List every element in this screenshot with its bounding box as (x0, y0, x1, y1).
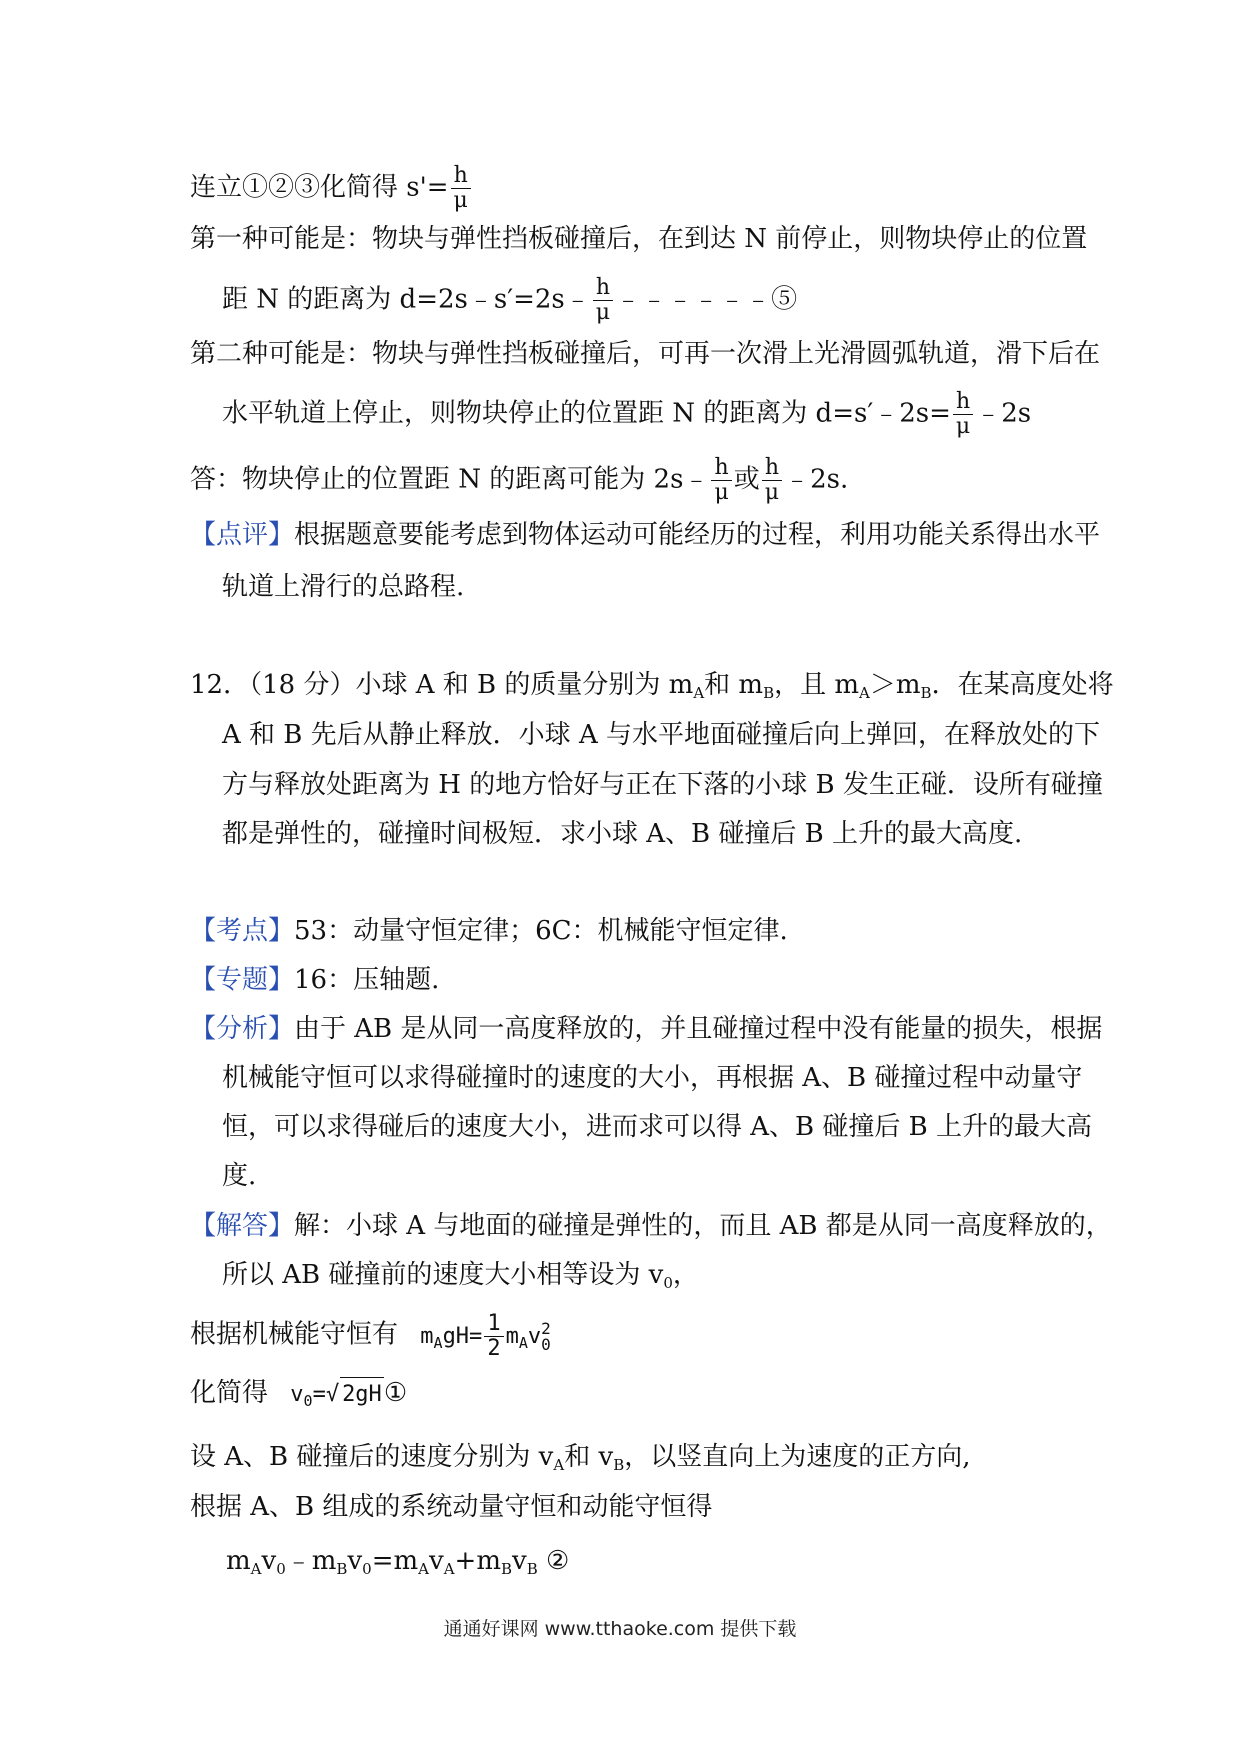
answer-text: 答：物块停止的位置距 N 的距离可能为 2s﹣ (190, 464, 710, 495)
subscript: A (443, 1560, 455, 1578)
subscript: B (336, 1560, 348, 1578)
set-text: 和 v (564, 1442, 614, 1472)
fenxi-line-1 (190, 1012, 1102, 1046)
subscript: 0 (303, 1392, 313, 1410)
fenxi-text: 机械能守恒可以求得碰撞时的速度的大小，再根据 A、B 碰撞过程中动量守 (222, 1063, 1083, 1093)
subscript: 0 (276, 1560, 286, 1578)
answer-tail: ﹣2s. (784, 464, 849, 495)
fenxi-line-3 (222, 1110, 1092, 1144)
eq-part: ﹣m (285, 1546, 337, 1576)
eq-part: v (290, 1382, 304, 1407)
energy-fraction: $\frac{1}{2}$ (484, 1312, 503, 1361)
subscript: B (526, 1560, 538, 1578)
subscript: A (693, 684, 705, 702)
fenxi-line-2 (222, 1061, 1082, 1095)
subscript: B (613, 1456, 625, 1474)
circle-mark: ② (537, 1546, 570, 1576)
combine-text: 连立①②③化简得 s'= (190, 172, 449, 203)
eq-part: v (347, 1546, 363, 1576)
question-text: 和 m (704, 670, 764, 700)
eq-part: v (261, 1546, 277, 1576)
energy-v-supsub: 2 0 (541, 1318, 551, 1354)
simplify-equation: $v_0=√$ 2gH (290, 1382, 384, 1407)
answer-fraction-1: $\frac{h}{\mu}$ (711, 456, 731, 505)
case2-text: 第二种可能是：物块与弹性挡板碰撞后，可再一次滑上光滑圆弧轨道，滑下后在 (190, 339, 1101, 369)
comment-line (190, 518, 1100, 552)
eq-part: +m (454, 1546, 501, 1576)
set-text: 设 A、B 碰撞后的速度分别为 v (190, 1442, 554, 1472)
case1-cont-line (222, 276, 797, 325)
case2-tail: ﹣2s (975, 398, 1032, 429)
jieda-text: 所以 AB 碰撞前的速度大小相等设为 v (222, 1260, 664, 1290)
fenxi-tag: 【分析】 (190, 1014, 295, 1044)
subscript: B (920, 684, 932, 702)
question-text: 都是弹性的，碰撞时间极短．求小球 A、B 碰撞后 B 上升的最大高度. (222, 819, 1023, 849)
eq-part: = (312, 1382, 326, 1407)
eq-part: v (527, 1323, 542, 1349)
fenxi-text: 度. (222, 1161, 257, 1191)
sqrt-radicand: 2gH (340, 1377, 384, 1412)
system-line (190, 1490, 712, 1524)
combine-line (190, 164, 473, 213)
question-text: ＞m (869, 670, 921, 700)
question-text: 方与释放处距离为 H 的地方恰好与正在下落的小球 B 发生正碰．设所有碰撞 (222, 770, 1103, 800)
circle-mark: ① (383, 1378, 408, 1408)
jieda-line-2 (222, 1258, 699, 1300)
fenxi-text: 恒，可以求得碰后的速度大小，进而求可以得 A、B 碰撞后 B 上升的最大高 (222, 1112, 1093, 1142)
subscript: A (250, 1560, 262, 1578)
case1-cont: 距 N 的距离为 d=2s﹣s′=2s﹣ (222, 284, 591, 315)
case1-line (190, 222, 1087, 256)
eq-part: m (420, 1323, 434, 1349)
energy-equation (420, 1311, 551, 1361)
eq-part: v (428, 1546, 444, 1576)
zhuanti-tag: 【专题】 (190, 965, 295, 995)
energy-line (190, 1312, 551, 1361)
page-footer: 通通好课网 www.tthaoke.com 提供下载 (443, 1618, 797, 1640)
question-line-3 (222, 768, 1103, 802)
simplify-line (190, 1376, 407, 1418)
comment-text: 根据题意要能考虑到物体运动可能经历的过程，利用功能关系得出水平 (294, 520, 1101, 550)
case2-line (190, 337, 1100, 371)
answer-fraction-2: $\frac{h}{\mu}$ (762, 456, 782, 505)
question-line-2 (222, 718, 1100, 752)
question-text: A 和 B 先后从静止释放．小球 A 与水平地面碰撞后向上弹回，在释放处的下 (222, 720, 1100, 750)
subscript: 0 (663, 1274, 673, 1292)
question-text: ．在某高度处将 (931, 670, 1114, 700)
zhuanti-line (190, 963, 439, 997)
fenxi-line-4 (222, 1159, 256, 1193)
subscript: A (859, 684, 870, 702)
kaodian-line (190, 914, 788, 948)
question-text: 小球 A 和 B 的质量分别为 m (355, 670, 694, 700)
question-line-4 (222, 817, 1022, 851)
case2-cont-line (222, 390, 1031, 439)
case2-cont: 水平轨道上停止，则物块停止的位置距 N 的距离为 d=s′﹣2s= (222, 398, 951, 429)
subscript: B (500, 1560, 513, 1578)
comment-tag: 【点评】 (190, 520, 295, 550)
subscript: A (518, 1333, 528, 1352)
fenxi-text: 由于 AB 是从同一高度释放的，并且碰撞过程中没有能量的损失，根据 (294, 1014, 1103, 1044)
answer-line (190, 456, 848, 505)
jieda-tag: 【解答】 (190, 1211, 295, 1241)
comment-cont: 轨道上滑行的总路程. (222, 572, 465, 602)
eq-part: gH= (442, 1323, 483, 1349)
simplify-label: 化简得 (190, 1378, 269, 1408)
comment-cont-line (222, 570, 464, 604)
energy-label: 根据机械能守恒有 (190, 1319, 399, 1350)
case1-fraction: $\frac{h}{\mu}$ (593, 276, 613, 325)
set-line (190, 1440, 970, 1482)
subscript: A (433, 1333, 443, 1352)
question-text: ，且 m (774, 670, 860, 700)
question-number: 12． (190, 670, 250, 700)
jieda-text: ， (672, 1260, 699, 1290)
subscript: A (553, 1456, 565, 1474)
subscript: A (418, 1560, 429, 1578)
subscript: 0 (362, 1560, 372, 1578)
question-line-1 (190, 668, 1114, 710)
jieda-line-1 (190, 1209, 1112, 1243)
eq-part: =m (371, 1546, 419, 1576)
combine-fraction: $\frac{h}{\mu}$ (451, 164, 471, 213)
case1-text: 第一种可能是：物块与弹性挡板碰撞后，在到达 N 前停止，则物块停止的位置 (190, 224, 1088, 254)
jieda-text: 解：小球 A 与地面的碰撞是弹性的，而且 AB 都是从同一高度释放的， (294, 1211, 1112, 1241)
set-text: ，以竖直向上为速度的正方向, (624, 1442, 971, 1472)
eq-part: v (512, 1546, 527, 1576)
momentum-equation (226, 1544, 569, 1586)
eq-part: m (505, 1323, 519, 1349)
answer-or: 或 (733, 464, 760, 495)
question-score: （18 分） (249, 670, 356, 700)
kaodian-text: 53：动量守恒定律；6C：机械能守恒定律. (294, 916, 788, 946)
subscript: B (763, 684, 775, 702)
zhuanti-text: 16：压轴题. (294, 965, 440, 995)
eq-part: m (226, 1546, 251, 1576)
case1-tail: ﹣﹣﹣﹣﹣﹣⑤ (615, 284, 798, 315)
system-text: 根据 A、B 组成的系统动量守恒和动能守恒得 (190, 1492, 713, 1522)
kaodian-tag: 【考点】 (190, 916, 295, 946)
case2-fraction: $\frac{h}{\mu}$ (953, 390, 973, 439)
